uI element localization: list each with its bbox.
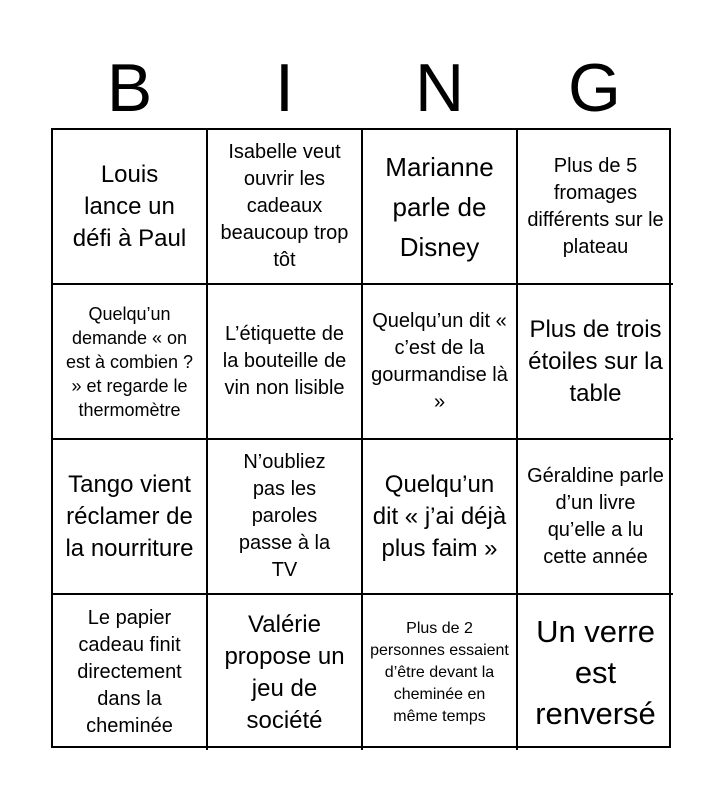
- header-letter-g: G: [568, 50, 621, 126]
- bingo-cell-text: Quelqu’un dit « c’est de la gourmandise là »: [371, 309, 508, 413]
- bingo-cell-text: Plus de 2 personnes essaient d’être devant la cheminée en même temps: [370, 619, 509, 725]
- bingo-cell-text: Plus de 5 fromages différents sur le plateau: [527, 154, 664, 258]
- bingo-cell-text: Marianne parle de Disney: [385, 151, 494, 262]
- bingo-cell-text: Le papier cadeau finit directement dans la cheminée: [77, 607, 182, 737]
- bingo-cell-text: Louis lance un défi à Paul: [72, 160, 187, 252]
- bingo-cell-text: Tango vient réclamer de la nourriture: [65, 470, 194, 562]
- bingo-header: [52, 48, 672, 128]
- bingo-cell[interactable]: [53, 285, 208, 440]
- bingo-cell[interactable]: [518, 440, 673, 595]
- header-letter-b: B: [106, 50, 153, 126]
- header-letter-i: I: [275, 50, 294, 126]
- bingo-cell-text: Un verre est renversé: [535, 614, 656, 731]
- bingo-cell[interactable]: [53, 440, 208, 595]
- bingo-cell-text: Quelqu’un dit « j’ai déjà plus faim »: [372, 470, 507, 562]
- bingo-cell[interactable]: [208, 595, 363, 750]
- bingo-cell[interactable]: [518, 285, 673, 440]
- bingo-cell-text: L’étiquette de la bouteille de vin non lisible: [222, 323, 347, 399]
- bingo-cell-text: Quelqu’un demande « on est à combien ? » et regarde le thermomètre: [65, 303, 194, 420]
- bingo-board: [51, 128, 671, 748]
- bingo-cell[interactable]: [53, 595, 208, 750]
- header-letter-n: N: [414, 50, 465, 126]
- bingo-cell-text: N’oubliez pas les paroles passe à la TV: [238, 451, 331, 581]
- bingo-cell[interactable]: [208, 285, 363, 440]
- bingo-cell-text: Isabelle veut ouvrir les cadeaux beaucoup trop tôt: [220, 141, 349, 271]
- bingo-cell[interactable]: [518, 130, 673, 285]
- bingo-cell[interactable]: [53, 130, 208, 285]
- bingo-cell-text: Valérie propose un jeu de société: [224, 610, 345, 734]
- bingo-cell[interactable]: [518, 595, 673, 750]
- bingo-cell[interactable]: [363, 285, 518, 440]
- bingo-cell[interactable]: [208, 130, 363, 285]
- bingo-cell[interactable]: [363, 440, 518, 595]
- bingo-cell[interactable]: [363, 595, 518, 750]
- bingo-cell[interactable]: [208, 440, 363, 595]
- bingo-cell-text: Géraldine parle d’un livre qu’elle a lu cette année: [527, 464, 664, 568]
- bingo-cell[interactable]: [363, 130, 518, 285]
- bingo-cell-text: Plus de trois étoiles sur la table: [528, 315, 663, 407]
